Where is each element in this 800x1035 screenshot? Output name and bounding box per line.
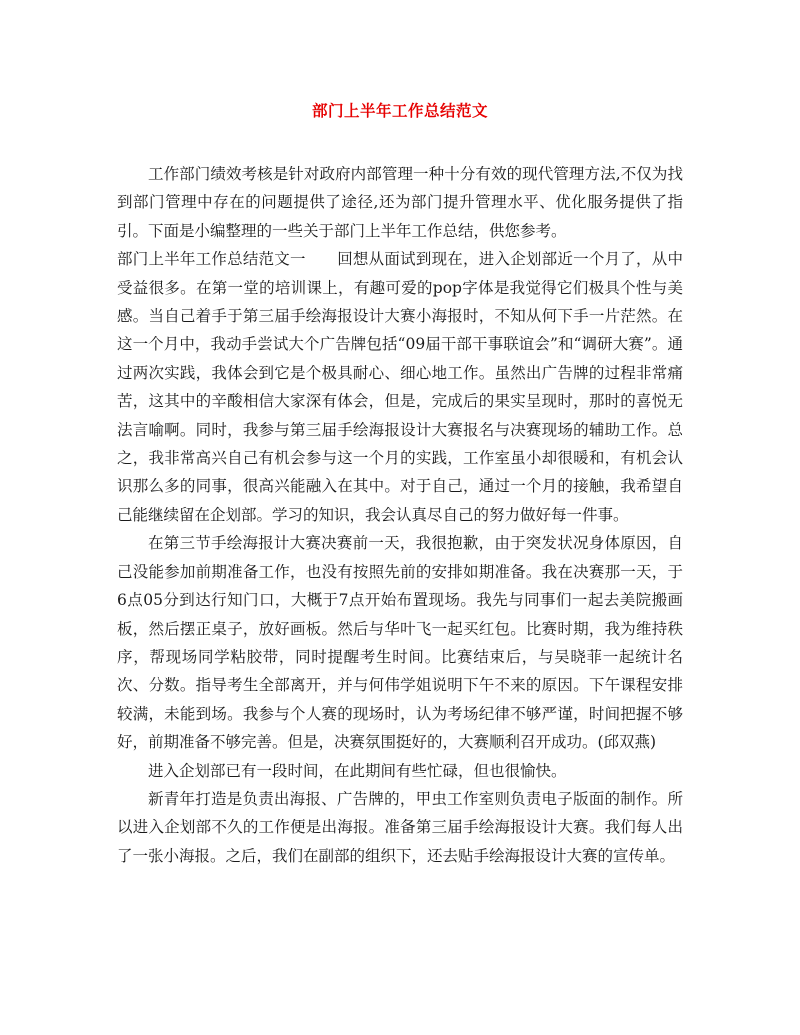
body-paragraph-posters: 新青年打造是负责出海报、广告牌的，甲虫工作室则负责电子版面的制作。所以进入企划部不久的工作便是出海报。准备第三届手绘海报设计大赛。我们每人出了一张小海报。之后，我们在副部的组织下，还去贴手绘海报设计大赛的宣传单。 [117, 789, 683, 865]
body-paragraph-section-one: 部门上半年工作总结范文一 回想从面试到现在，进入企划部近一个月了，从中受益很多。在第一堂的培训课上，有趣可爱的pop字体是我觉得它们极具个性与美感。当自己着手于第三届手绘海报设计大赛小海报时，不知从何下手一片茫然。在这一个月中，我动手尝试大个广告牌包括“09届干部干事联谊会”和“调研大赛”。通过两次实践，我体会到它是个极具耐心、细心地工作。虽然出广告牌的过程非常痛苦，这其中的辛酸相信大家深有体会，但是，完成后的果实呈现时，那时的喜悦无法言喻啊。同时，我参与第三届手绘海报设计大赛报名与决赛现场的辅助工作。总之，我非常高兴自己有机会参与这一个月的实践，工作室虽小却很暖和，有机会认识那么多的同事，很高兴能融入在其中。对于自己，通过一个月的接触，我希望自己能继续留在企划部。学习的知识，我会认真尽自己的努力做好每一件事。 [117, 250, 683, 524]
document-title: 部门上半年工作总结范文 [311, 101, 488, 120]
body-paragraph-contest: 在第三节手绘海报计大赛决赛前一天，我很抱歉，由于突发状况身体原因，自己没能参加前期准备工作，也没有按照先前的安排如期准备。我在决赛那一天，于6点05分到达行知门口，大概于7点开始布置现场。我先与同事们一起去美院搬画板，然后摆正桌子，放好画板。然后与华叶飞一起买红包。比赛时期，我为维持秩序，帮现场同学粘胶带，同时提醒考生时间。比赛结束后，与吴晓菲一起统计名次、分数。指导考生全部离开，并与何伟学姐说明下午不来的原因。下午课程安排较满，未能到场。我参与个人赛的现场时，认为考场纪律不够严谨，时间把握不够好，前期准备不够完善。但是，决赛氛围挺好的，大赛顺利召开成功。(邱双燕) [117, 534, 683, 752]
document-page [117, 100, 683, 870]
intro-paragraph: 工作部门绩效考核是针对政府内部管理一种十分有效的现代管理方法,不仅为找到部门管理中存在的问题提供了途径,还为部门提升管理水平、优化服务提供了指引。下面是小编整理的一些关于部门上半年工作总结，供您参考。 [117, 165, 683, 240]
body-paragraph-short: 进入企划部已有一段时间，在此期间有些忙碌，但也很愉快。 [148, 761, 567, 780]
